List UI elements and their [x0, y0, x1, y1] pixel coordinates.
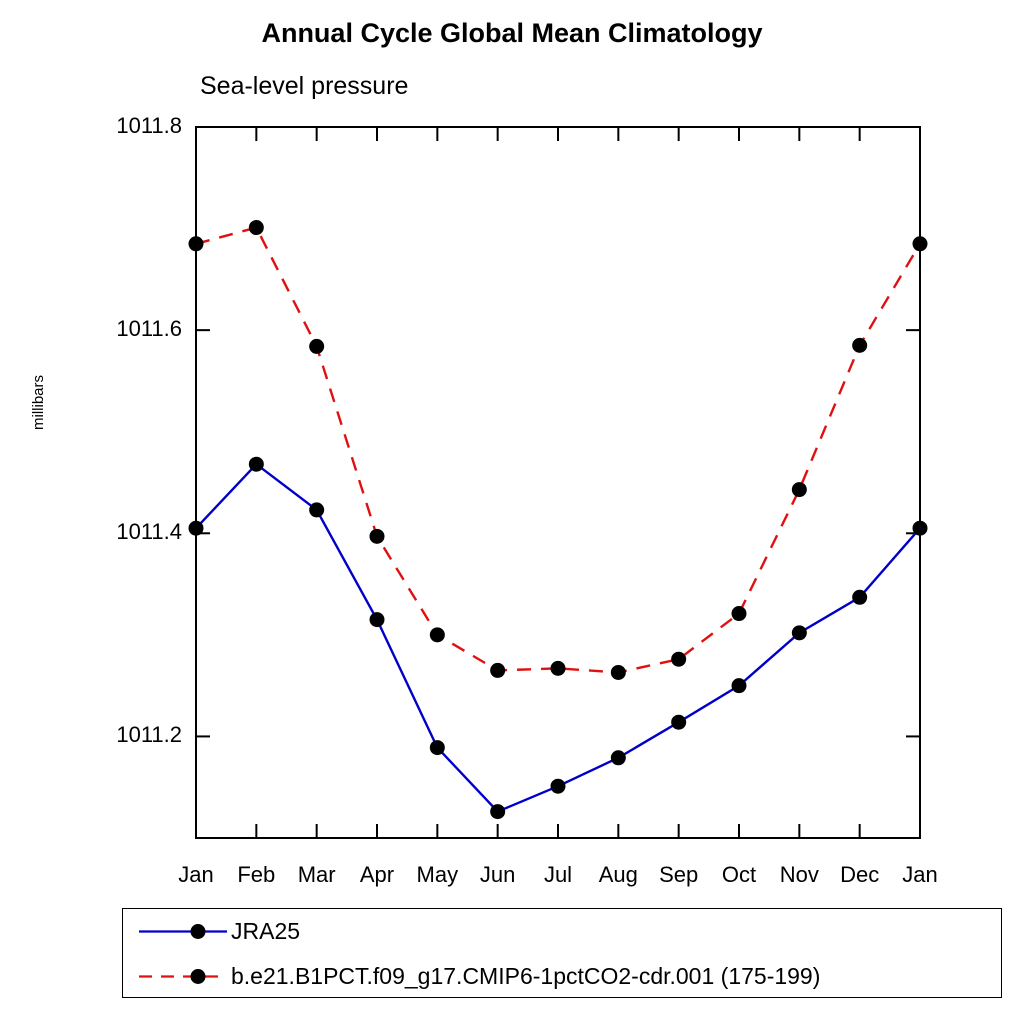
legend-sample-0	[135, 909, 231, 954]
y-tick-label: 1011.6	[116, 316, 182, 342]
x-tick-label: May	[416, 862, 459, 887]
data-point	[732, 606, 747, 621]
data-point	[249, 457, 264, 472]
y-tick-label: 1011.8	[116, 113, 182, 138]
chart-title: Annual Cycle Global Mean Climatology	[261, 18, 763, 48]
series-layer	[189, 220, 928, 819]
data-point	[490, 663, 505, 678]
legend-label-0: JRA25	[231, 918, 301, 944]
plot-frame	[196, 127, 920, 838]
legend-label-1: b.e21.B1PCT.f09_g17.CMIP6-1pctCO2-cdr.001 (175-199)	[231, 963, 821, 989]
x-tick-label: Aug	[598, 862, 638, 887]
data-point	[792, 482, 807, 497]
x-tick-label: Apr	[359, 862, 395, 887]
data-point	[852, 590, 867, 605]
chart-subtitle: Sea-level pressure	[200, 72, 409, 100]
x-tick-label: Dec	[840, 862, 880, 887]
data-point	[611, 665, 626, 680]
x-tick-label: Mar	[297, 862, 336, 887]
data-point	[671, 715, 686, 730]
data-point	[913, 236, 928, 251]
y-tick-label: 1011.2	[116, 722, 182, 748]
data-point	[430, 627, 445, 642]
data-point	[913, 521, 928, 536]
data-point	[249, 220, 264, 235]
x-tick-label: Oct	[721, 862, 757, 887]
y-axis-label: millibars	[30, 374, 47, 430]
x-tick-label: Jan	[902, 862, 938, 887]
legend-item-0	[123, 909, 1001, 954]
data-point	[309, 339, 324, 354]
data-point	[551, 661, 566, 676]
data-point	[370, 612, 385, 627]
data-point	[370, 529, 385, 544]
x-tick-label: Feb	[237, 862, 276, 887]
data-point	[189, 236, 204, 251]
x-tick-label: Nov	[779, 862, 819, 887]
x-tick-label: Jan	[178, 862, 214, 887]
x-tick-label: Sep	[659, 862, 699, 887]
data-point	[671, 652, 686, 667]
data-point	[852, 338, 867, 353]
series-line-1	[196, 228, 920, 673]
x-tick-label: Jul	[543, 862, 573, 887]
data-point	[551, 779, 566, 794]
data-point	[430, 740, 445, 755]
data-point	[732, 678, 747, 693]
data-point	[611, 750, 626, 765]
data-point	[309, 502, 324, 517]
series-line-0	[196, 464, 920, 811]
x-tick-label: Jun	[479, 862, 516, 887]
legend	[122, 908, 1002, 998]
legend-item-1	[123, 954, 1001, 999]
data-point	[189, 521, 204, 536]
data-point	[490, 804, 505, 819]
y-tick-label: 1011.4	[116, 519, 182, 545]
data-point	[792, 625, 807, 640]
legend-sample-1	[135, 954, 231, 999]
